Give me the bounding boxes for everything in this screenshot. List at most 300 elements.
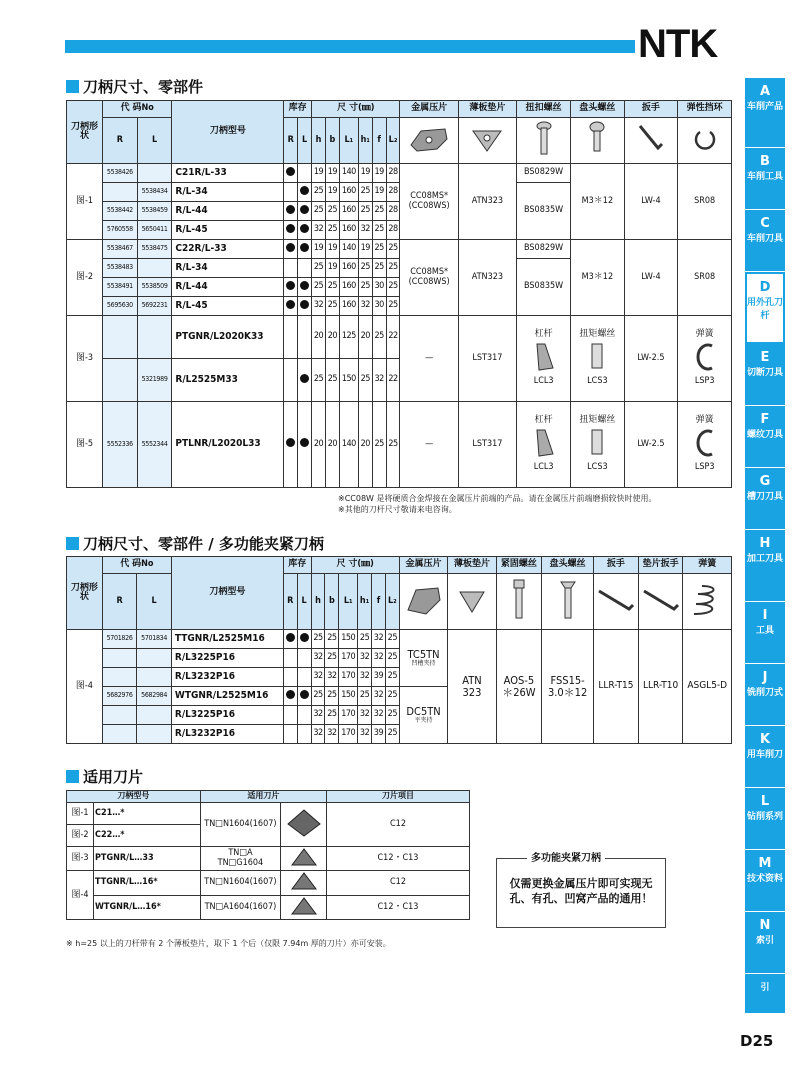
plate-image (399, 574, 448, 630)
code-l: 5538459 (137, 202, 172, 221)
lever-cell (516, 402, 570, 488)
code-l (137, 316, 172, 359)
shim-value: ATN323 (458, 240, 516, 316)
dim-value: 170 (339, 706, 358, 725)
stock-r (284, 240, 298, 259)
stock-dot-icon (286, 300, 295, 309)
stock-l (298, 278, 312, 297)
dim-value: 160 (339, 297, 358, 316)
header-bar (65, 40, 635, 53)
sidebar-tab-letter: F (760, 412, 770, 427)
insert-icon (289, 871, 319, 891)
stock-dot-icon (300, 243, 309, 252)
dim-value: 32 (372, 359, 386, 402)
col-dim: 尺 寸(㎜) (312, 101, 400, 118)
callout-box (496, 853, 666, 928)
sidebar-tab-label: 用外孔刀杆 (747, 298, 784, 321)
grade-value: C12・C13 (327, 847, 470, 871)
dim-value: 160 (339, 183, 358, 202)
dim-value: 140 (339, 164, 358, 183)
dim-value: 150 (339, 687, 358, 706)
screw2-image (542, 574, 594, 630)
dim-value: 19 (325, 164, 339, 183)
stock-dot-icon (300, 281, 309, 290)
code-r (102, 649, 137, 668)
code-r: 5760558 (103, 221, 138, 240)
code-r (103, 183, 138, 202)
sidebar-tab-b[interactable] (745, 148, 785, 210)
code-r: 5538491 (103, 278, 138, 297)
dim-value: 32 (358, 706, 372, 725)
dim-value: 25 (385, 687, 399, 706)
col-wrench2: 垫片扳手 (638, 557, 683, 574)
dim-value: 32 (358, 649, 372, 668)
plate-value (399, 687, 448, 744)
sidebar-tab-m[interactable] (745, 850, 785, 912)
dim-value: 28 (386, 202, 400, 221)
stock-r (284, 164, 298, 183)
sidebar-tab-g[interactable] (745, 468, 785, 530)
shim-value: ATN323 (458, 164, 516, 240)
brand-logo: NTK (638, 22, 718, 66)
torque-label: 扭矩螺丝 (579, 415, 616, 426)
insert-image (281, 871, 327, 895)
sidebar-tab-n[interactable] (745, 912, 785, 974)
sidebar-tab-label: 索引 (755, 936, 774, 946)
col-wrench: 扳手 (624, 101, 678, 118)
holder-model: PTGNR/L2020K33 (172, 316, 284, 359)
holder-model: WTGNR/L2525M16 (171, 687, 283, 706)
dim-value: 25 (386, 240, 400, 259)
shape-label: 图-1 (67, 803, 94, 825)
dim-value: 20 (358, 316, 372, 359)
dim-value: 25 (385, 649, 399, 668)
shape-label: 图-2 (67, 240, 103, 316)
page-number: D25 (740, 1032, 774, 1050)
torque-cell (571, 402, 624, 488)
dim-value: 20 (358, 402, 372, 488)
dim-value: 160 (339, 278, 358, 297)
col-insert: 适用刀片 (200, 791, 326, 803)
shim-value: ATN 323 (448, 630, 496, 744)
callout-title: 多功能夹紧刀柄 (527, 852, 605, 866)
sidebar-tab-label: 用车削刀 (746, 750, 783, 760)
dim-value: 160 (339, 259, 358, 278)
code-r: 5701826 (102, 630, 137, 649)
sidebar-tab-i[interactable] (745, 602, 785, 664)
shim-image (448, 574, 496, 630)
col-stock: 库存 (284, 101, 312, 118)
code-r: 5538442 (103, 202, 138, 221)
dim-value: 22 (386, 359, 400, 402)
dim-value: 25 (372, 202, 386, 221)
stock-l (298, 316, 312, 359)
dim-value: 32 (325, 668, 339, 687)
holder-model: C21…* (94, 803, 201, 825)
screw1-image (516, 118, 570, 164)
dim-value: 25 (325, 630, 339, 649)
dim-value: 150 (339, 359, 358, 402)
holder-model: R/L-34 (172, 183, 284, 202)
screw2-image (571, 118, 624, 164)
dim-value: 25 (312, 183, 326, 202)
spring-label: 弹簧 (695, 415, 714, 426)
stock-r (284, 297, 298, 316)
holder-model: PTGNR/L…33 (94, 847, 201, 871)
dim-value: 32 (372, 687, 386, 706)
plate-value: — (400, 316, 458, 402)
insert-value: TN□A TN□G1604 (200, 847, 280, 871)
spring-code: LSP3 (694, 376, 715, 387)
dim-value: 25 (372, 240, 386, 259)
sidebar-tab-label: 引 (760, 983, 770, 993)
col-ring: 弹性挡环 (678, 101, 732, 118)
dim-value: 20 (312, 316, 326, 359)
lever-icon (531, 340, 557, 374)
code-l: 5552344 (137, 402, 172, 488)
shape-label: 图-3 (67, 847, 94, 871)
sidebar-tab-label: 钻削系列 (746, 812, 783, 822)
dim-value: 170 (339, 725, 358, 744)
dim-value: 25 (325, 221, 339, 240)
dim-value: 25 (325, 202, 339, 221)
insert-value: TN□N1604(1607) (200, 871, 280, 895)
screw1-value: BS0835W (516, 183, 570, 240)
code-r: 5538426 (103, 164, 138, 183)
dim-value: 25 (312, 359, 326, 402)
stock-r (284, 221, 298, 240)
dim-value: 25 (358, 278, 372, 297)
stock-dot-icon (300, 374, 309, 383)
stock-r (284, 402, 298, 488)
wrench-image (594, 574, 639, 630)
dim-value: 19 (372, 183, 386, 202)
code-l (137, 706, 172, 725)
torque-code: LCS3 (587, 462, 608, 473)
col-L: L (137, 118, 172, 164)
dim-value: 32 (358, 668, 372, 687)
stock-dot-icon (286, 205, 295, 214)
holder-model: R/L3225P16 (171, 649, 283, 668)
sidebar-tab-label: 技术资料 (746, 874, 783, 884)
dim-value: 25 (325, 278, 339, 297)
col-stock-R: R (283, 574, 297, 630)
dim-value: 19 (312, 240, 326, 259)
sidebar-tab-index[interactable] (745, 974, 785, 1014)
sidebar-tab-letter: D (759, 280, 771, 295)
dim-value: 32 (358, 297, 372, 316)
ring-value: SR08 (678, 164, 732, 240)
code-r (102, 668, 137, 687)
dim-value: 170 (339, 668, 358, 687)
col-grade: 刀片项目 (327, 791, 470, 803)
stock-r (284, 183, 298, 202)
dim-value: 19 (358, 164, 372, 183)
stock-dot-icon (300, 186, 309, 195)
holder-model: R/L-45 (172, 297, 284, 316)
section1-title-text: 刀柄尺寸、零部件 (83, 78, 204, 96)
screw1-image (496, 574, 542, 630)
section-marker-icon (66, 770, 79, 783)
dim-value: 39 (372, 725, 386, 744)
code-l: 5682984 (137, 687, 172, 706)
table-row (67, 240, 732, 259)
section3-title (66, 766, 143, 787)
holder-dimension-table (66, 100, 732, 488)
dim-value: 20 (325, 316, 339, 359)
col-stock-L: L (297, 574, 311, 630)
col-L1: L₁ (339, 118, 358, 164)
dim-value: 25 (325, 687, 339, 706)
dim-value: 125 (339, 316, 358, 359)
wrench-icon (597, 585, 635, 615)
col-screw2: 盘头螺丝 (571, 101, 624, 118)
spring-code: LSP3 (694, 462, 715, 473)
col-b: b (325, 118, 339, 164)
dim-value: 25 (386, 259, 400, 278)
lever-code: LCL3 (533, 462, 554, 473)
shim-value: LST317 (458, 316, 516, 402)
screw-icon (510, 578, 528, 622)
dim-value: 28 (386, 164, 400, 183)
code-l (137, 668, 172, 687)
stock-dot-icon (286, 224, 295, 233)
code-l: 5538475 (137, 240, 172, 259)
sidebar-tab-letter: A (759, 84, 771, 99)
stock-l (298, 359, 312, 402)
lever-cell (516, 316, 570, 402)
plate-value (399, 630, 448, 687)
insert-note: ※ h=25 以上的刀杆带有 2 个薄板垫片，取下 1 个后（仅限 7.94m 厚的刀片）亦可安装。 (66, 939, 391, 948)
stock-l (298, 202, 312, 221)
col-stock-R: R (284, 118, 298, 164)
dim-value: 25 (311, 630, 325, 649)
metal-plate-icon (407, 123, 451, 155)
torque-label: 扭矩螺丝 (579, 329, 616, 340)
wrench-icon (636, 120, 666, 158)
lever-label: 杠杆 (534, 415, 553, 426)
insert-table (66, 790, 470, 920)
code-l (137, 725, 172, 744)
sidebar-tab-label: 车削工具 (746, 172, 783, 182)
sidebar-tab-label: 加工刀具 (746, 554, 783, 564)
dim-value: 25 (386, 402, 400, 488)
stock-r (284, 278, 298, 297)
stock-r (283, 687, 297, 706)
shape-label: 图-3 (67, 316, 103, 402)
col-h1: h₁ (358, 574, 372, 630)
dim-value: 25 (311, 687, 325, 706)
sidebar-tab-letter: C (760, 216, 770, 231)
wrench2-value: LLR-T10 (638, 630, 683, 744)
dim-value: 32 (312, 221, 326, 240)
screw1-value: AOS-5 ＊26W (496, 630, 542, 744)
stock-l (297, 687, 311, 706)
stock-r (283, 668, 297, 687)
stock-l (298, 259, 312, 278)
sidebar-tab-c[interactable] (745, 210, 785, 272)
torque-screw-icon (588, 340, 606, 374)
wrench-image (624, 118, 678, 164)
col-f: f (372, 574, 386, 630)
dim-value: 25 (358, 359, 372, 402)
metal-plate-icon (404, 580, 444, 620)
col-shape: 刀柄形状 (67, 557, 103, 630)
lever-label: 杠杆 (534, 329, 553, 340)
table-row (67, 402, 732, 488)
dim-value: 22 (386, 316, 400, 359)
stock-dot-icon (300, 205, 309, 214)
col-L2: L₂ (386, 118, 400, 164)
dim-value: 28 (386, 183, 400, 202)
dim-value: 25 (386, 278, 400, 297)
torque-screw-icon (588, 426, 606, 460)
stock-dot-icon (300, 224, 309, 233)
spring-icon (692, 426, 718, 460)
shape-label: 图-2 (67, 825, 94, 847)
code-r: 5552336 (103, 402, 138, 488)
stock-r (284, 202, 298, 221)
stock-l (297, 649, 311, 668)
sidebar-tab-j[interactable] (745, 664, 785, 726)
dim-value: 25 (358, 687, 372, 706)
code-l: 5538509 (137, 278, 172, 297)
holder-model: TTGNR/L2525M16 (171, 630, 283, 649)
plate-code: DC5TN (406, 705, 441, 719)
wrench2-image (638, 574, 683, 630)
spring-label: 弹簧 (695, 329, 714, 340)
holder-model: R/L3225P16 (171, 706, 283, 725)
plate-value: CC08MS* (CC08WS) (400, 164, 458, 240)
dim-value: 25 (312, 259, 326, 278)
col-holder: 刀柄型号 (67, 791, 201, 803)
torque-code: LCS3 (587, 376, 608, 387)
col-b: b (325, 574, 339, 630)
shim-icon (467, 123, 507, 155)
code-r: 5682976 (102, 687, 137, 706)
col-screw2: 盘头螺丝 (542, 557, 594, 574)
code-r (102, 725, 137, 744)
dim-value: 25 (358, 259, 372, 278)
plate-value: — (400, 402, 458, 488)
wrench-value: LW-2.5 (624, 402, 678, 488)
insert-image (281, 895, 327, 919)
code-l (137, 164, 172, 183)
wrench-value: LW-2.5 (624, 316, 678, 402)
stock-l (297, 630, 311, 649)
sidebar-tab-d[interactable] (745, 272, 785, 344)
stock-dot-icon (286, 690, 295, 699)
code-l: 5538434 (137, 183, 172, 202)
spring-icon (692, 340, 718, 374)
table-row (67, 847, 470, 871)
dim-value: 39 (372, 668, 386, 687)
stock-dot-icon (286, 633, 295, 642)
code-l: 5321989 (137, 359, 172, 402)
sidebar-tab-h[interactable] (745, 530, 785, 602)
col-plate: 金属压片 (399, 557, 448, 574)
holder-model: R/L3232P16 (171, 725, 283, 744)
dim-value: 25 (372, 221, 386, 240)
insert-value: TN□N1604(1607) (200, 803, 280, 847)
multi-clamp-table (66, 556, 732, 744)
holder-model: C22R/L-33 (172, 240, 284, 259)
shape-label: 图-5 (67, 402, 103, 488)
sidebar-tab-label: 槽刀刀具 (746, 492, 783, 502)
sidebar-tab-label: 螺纹刀具 (746, 430, 783, 440)
stock-dot-icon (286, 243, 295, 252)
holder-model: R/L-34 (172, 259, 284, 278)
stock-dot-icon (286, 167, 295, 176)
stock-l (298, 297, 312, 316)
section1-title (66, 76, 203, 97)
col-wrench: 扳手 (594, 557, 639, 574)
col-screw1: 紧固螺丝 (496, 557, 542, 574)
dim-value: 19 (325, 240, 339, 259)
sidebar-tab-a[interactable] (745, 78, 785, 148)
table-row (67, 895, 470, 919)
dim-value: 25 (385, 630, 399, 649)
sidebar-tab-letter: H (759, 536, 771, 551)
code-l (137, 259, 172, 278)
dim-value: 19 (325, 259, 339, 278)
dim-value: 25 (372, 402, 386, 488)
shim-value: LST317 (458, 402, 516, 488)
sidebar-tab-label: 切断刀具 (746, 368, 783, 378)
dim-value: 32 (372, 649, 386, 668)
dim-value: 32 (312, 297, 326, 316)
lever-icon (531, 426, 557, 460)
note-2: ※其他的刀杆尺寸敬请来电咨询。 (338, 505, 457, 514)
holder-model: R/L2525M33 (172, 359, 284, 402)
lever-code: LCL3 (533, 376, 554, 387)
dim-value: 19 (372, 164, 386, 183)
shape-label: 图-1 (67, 164, 103, 240)
sidebar-tab-l[interactable] (745, 788, 785, 850)
sidebar-tab-k[interactable] (745, 726, 785, 788)
col-model: 刀柄型号 (172, 101, 284, 164)
plate-image (400, 118, 458, 164)
dim-value: 19 (312, 164, 326, 183)
ring-value: SR08 (678, 240, 732, 316)
col-shape: 刀柄形状 (67, 101, 103, 164)
sidebar-tab-f[interactable] (745, 406, 785, 468)
shim-icon (454, 582, 490, 618)
section3-title-text: 适用刀片 (83, 768, 144, 786)
insert-value: TN□A1604(1607) (200, 895, 280, 919)
code-r: 5538483 (103, 259, 138, 278)
col-L2: L₂ (385, 574, 399, 630)
dim-value: 19 (325, 183, 339, 202)
code-l: 5650411 (137, 221, 172, 240)
dim-value: 25 (358, 202, 372, 221)
dim-value: 32 (358, 221, 372, 240)
dim-value: 32 (311, 649, 325, 668)
dim-value: 20 (325, 402, 339, 488)
dim-value: 25 (358, 630, 372, 649)
stock-dot-icon (300, 633, 309, 642)
stock-l (298, 221, 312, 240)
sidebar-tab-label: 车削产品 (746, 102, 783, 112)
sidebar-tab-e[interactable] (745, 344, 785, 406)
sidebar-tab-letter: K (759, 732, 771, 747)
sidebar-tab-letter: L (760, 794, 770, 809)
col-spring: 弹簧 (683, 557, 732, 574)
stock-l (298, 402, 312, 488)
plate-sub: 凹槽夹持 (411, 659, 436, 667)
stock-r (284, 316, 298, 359)
dim-value: 170 (339, 649, 358, 668)
